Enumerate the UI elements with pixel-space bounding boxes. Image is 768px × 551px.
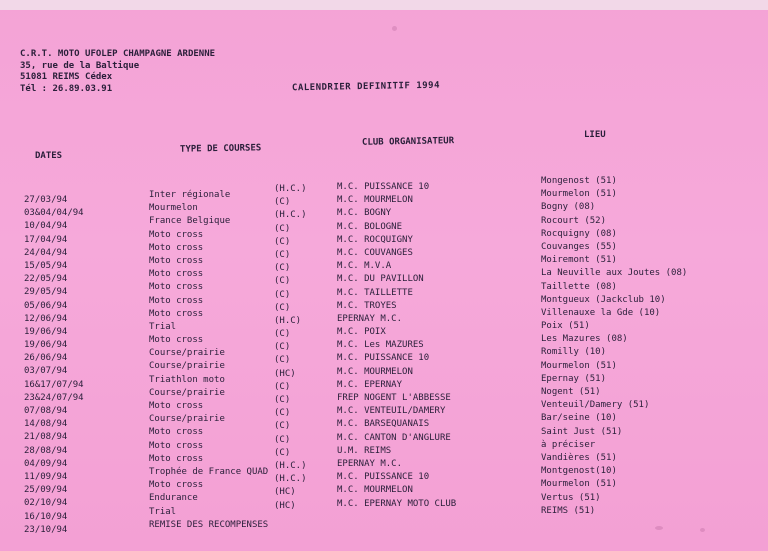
lieu-cell: Les Mazures (08) — [541, 334, 628, 345]
club-cell: M.C. BOLOGNE — [337, 221, 403, 232]
race-type-cell: Course/prairie — [149, 387, 225, 398]
race-type-cell: Moto cross — [149, 229, 204, 240]
race-type-cell: Moto cross — [149, 255, 204, 266]
race-code-cell: (C) — [274, 447, 291, 458]
club-cell: M.C. Les MAZURES — [337, 340, 424, 351]
club-cell: M.C. EPERNAY MOTO CLUB — [337, 498, 457, 509]
date-cell: 24/04/94 — [24, 247, 68, 258]
club-cell: M.C. BOGNY — [337, 208, 392, 219]
organizer-address — [20, 49, 215, 95]
race-code-cell: (C) — [274, 395, 291, 405]
lieu-cell: Epernay (51) — [541, 373, 607, 384]
date-cell: 11/09/94 — [24, 471, 68, 482]
club-cell: M.C. ROCQUIGNY — [337, 234, 413, 245]
race-type-cell: Moto cross — [149, 308, 204, 319]
date-cell: 22/05/94 — [24, 274, 68, 285]
race-code-cell: (C) — [274, 289, 291, 300]
race-type-cell: REMISE DES RECOMPENSES — [149, 519, 269, 530]
date-cell: 29/05/94 — [24, 287, 68, 298]
club-cell: M.C. EPERNAY — [337, 379, 403, 390]
lieu-cell: Mongenost (51) — [541, 176, 617, 186]
race-code-cell: (H.C.) — [274, 184, 307, 194]
date-cell: 23/10/94 — [24, 524, 68, 535]
date-cell: 14/08/94 — [24, 419, 68, 430]
top-paper-strip — [0, 0, 768, 10]
date-cell: 05/06/94 — [24, 300, 68, 311]
club-cell: M.C. MOURMELON — [337, 366, 413, 377]
club-cell: M.C. MOURMELON — [337, 485, 413, 496]
race-code-cell: (C) — [274, 342, 291, 353]
club-cell: M.C. M.V.A — [337, 261, 392, 272]
race-type-cell: Moto cross — [149, 480, 204, 491]
club-cell: FREP NOGENT L'ABBESSE — [337, 393, 451, 403]
race-code-cell: (C) — [274, 434, 291, 445]
race-code-cell: (C) — [274, 197, 291, 208]
date-cell: 07/08/94 — [24, 406, 68, 416]
club-cell: M.C. POIX — [337, 327, 386, 338]
lieu-cell: Bar/seine (10) — [541, 413, 617, 424]
date-cell: 03/07/94 — [24, 366, 68, 377]
race-type-cell: Triathlon moto — [149, 374, 225, 385]
date-cell: 27/03/94 — [24, 195, 68, 205]
lieu-cell: Taillette (08) — [541, 281, 617, 292]
race-code-cell: (C) — [274, 302, 291, 313]
date-cell: 19/06/94 — [24, 326, 68, 337]
lieu-cell: Vertus (51) — [541, 492, 601, 503]
date-cell: 12/06/94 — [24, 313, 68, 324]
race-code-cell: (C) — [274, 421, 291, 432]
race-code-cell: (H.C) — [274, 315, 302, 326]
organizer-city: 51081 REIMS Cédex — [20, 72, 113, 82]
race-code-cell: (HC) — [274, 500, 296, 511]
club-cell: M.C. TROYES — [337, 300, 397, 311]
club-cell: U.M. REIMS — [337, 445, 392, 456]
dates-column — [24, 194, 84, 537]
race-type-cell: Inter régionale — [149, 190, 231, 200]
race-code-cell: (HC) — [274, 487, 296, 498]
date-cell: 21/08/94 — [24, 432, 68, 443]
lieu-cell: Vandières (51) — [541, 452, 617, 463]
club-cell: M.C. MOURMELON — [337, 195, 413, 206]
race-type-cell: Moto cross — [149, 335, 204, 346]
lieu-cell: Couvanges (55) — [541, 241, 617, 252]
lieu-cell: Rocourt (52) — [541, 215, 607, 226]
organizer-street: 35, rue de la Baltique — [20, 60, 140, 71]
race-type-cell: Moto cross — [149, 295, 204, 306]
lieu-cell: Saint Just (51) — [541, 426, 623, 437]
race-code-cell: (C) — [274, 355, 291, 366]
lieu-cell: La Neuville aux Joutes (08) — [541, 268, 688, 279]
race-type-cell: Trial — [149, 321, 177, 332]
race-code-cell: (H.C.) — [274, 460, 307, 471]
race-type-cell: France Belgique — [149, 216, 231, 227]
race-code-cell: (C) — [274, 223, 291, 234]
lieu-cell: Romilly (10) — [541, 347, 607, 358]
club-cell: M.C. CANTON D'ANGLURE — [337, 432, 451, 443]
date-cell: 16&17/07/94 — [24, 379, 84, 390]
club-cell: M.C. VENTEUIL/DAMERY — [337, 406, 446, 417]
lieux-column — [541, 175, 687, 518]
date-cell: 03&04/04/94 — [24, 208, 84, 219]
date-cell: 28/08/94 — [24, 445, 68, 456]
race-code-cell: (C) — [274, 329, 291, 340]
lieu-cell: Bogny (08) — [541, 202, 596, 213]
lieu-cell: Mourmelon (51) — [541, 189, 617, 200]
lieu-cell: Nogent (51) — [541, 387, 601, 397]
race-type-cell: Moto cross — [149, 269, 204, 280]
club-cell: M.C. DU PAVILLON — [337, 274, 424, 285]
document-title: CALENDRIER DEFINITIF 1994 — [291, 80, 441, 94]
club-cell: M.C. TAILLETTE — [337, 287, 413, 298]
race-code-cell: (C) — [274, 236, 291, 247]
types-column — [149, 189, 268, 532]
race-type-cell: Moto cross — [149, 453, 204, 464]
race-type-cell: Moto cross — [149, 282, 204, 293]
organizer-phone: Tél : 26.89.03.91 — [20, 83, 113, 94]
paper-spot — [392, 26, 397, 31]
date-cell: 19/06/94 — [24, 340, 68, 351]
organizer-name: C.R.T. MOTO UFOLEP CHAMPAGNE ARDENNE — [20, 49, 216, 59]
race-type-cell: Course/prairie — [149, 348, 225, 359]
date-cell: 26/06/94 — [24, 353, 68, 364]
date-cell: 10/04/94 — [24, 221, 68, 232]
lieu-cell: Montgenost(10) — [541, 466, 617, 477]
date-cell: 16/10/94 — [24, 511, 68, 522]
race-type-cell: Trophée de France QUAD — [149, 466, 269, 477]
race-type-cell: Moto cross — [149, 242, 204, 253]
date-cell: 25/09/94 — [24, 485, 68, 496]
race-code-cell: (H.C.) — [274, 210, 307, 221]
date-cell: 17/04/94 — [24, 234, 68, 245]
date-cell: 23&24/07/94 — [24, 392, 84, 403]
lieu-cell: Montgueux (Jackclub 10) — [541, 294, 666, 305]
race-type-cell: Course/prairie — [149, 361, 225, 372]
lieu-cell: à préciser — [541, 439, 596, 450]
race-code-cell: (C) — [274, 263, 291, 274]
race-code-cell: (HC) — [274, 368, 296, 379]
race-type-cell: Trial — [149, 506, 177, 517]
lieu-cell: Mourmelon (51) — [541, 479, 617, 490]
clubs-column — [337, 181, 456, 511]
race-code-cell: (C) — [274, 276, 291, 287]
club-cell: M.C. PUISSANCE 10 — [337, 472, 430, 483]
paper-spot — [655, 526, 663, 530]
club-cell: EPERNAY M.C. — [337, 458, 403, 469]
header-type: TYPE DE COURSES — [179, 143, 262, 155]
date-cell: 04/09/94 — [24, 458, 68, 469]
lieu-cell: Moiremont (51) — [541, 255, 617, 266]
race-code-cell: (C) — [274, 249, 291, 260]
lieu-cell: REIMS (51) — [541, 505, 596, 516]
paper-spot — [700, 528, 705, 532]
race-type-cell: Course/prairie — [149, 414, 225, 425]
lieu-cell: Poix (51) — [541, 321, 590, 332]
header-lieu: LIEU — [584, 130, 606, 140]
race-code-cell: (C) — [274, 381, 291, 392]
lieu-cell: Rocquigny (08) — [541, 228, 617, 239]
race-type-cell: Mourmelon — [149, 203, 198, 214]
race-code-cell: (H.C.) — [274, 474, 307, 485]
header-dates: DATES — [35, 151, 63, 161]
club-cell: EPERNAY M.C. — [337, 313, 403, 324]
date-cell: 02/10/94 — [24, 498, 68, 509]
club-cell: M.C. COUVANGES — [337, 247, 413, 258]
race-type-cell: Moto cross — [149, 401, 204, 411]
race-type-cell: Moto cross — [149, 440, 204, 451]
header-club: CLUB ORGANISATEUR — [361, 136, 455, 148]
race-code-cell: (C) — [274, 408, 291, 419]
date-cell: 15/05/94 — [24, 260, 68, 271]
lieu-cell: Villenauxe la Gde (10) — [541, 307, 661, 318]
club-cell: M.C. PUISSANCE 10 — [337, 353, 430, 364]
lieu-cell: Venteuil/Damery (51) — [541, 400, 650, 411]
race-type-cell: Endurance — [149, 493, 198, 504]
club-cell: M.C. PUISSANCE 10 — [337, 182, 430, 192]
race-type-cell: Moto cross — [149, 427, 204, 438]
codes-column — [274, 183, 307, 513]
lieu-cell: Mourmelon (51) — [541, 360, 617, 371]
club-cell: M.C. BARSEQUANAIS — [337, 419, 430, 430]
